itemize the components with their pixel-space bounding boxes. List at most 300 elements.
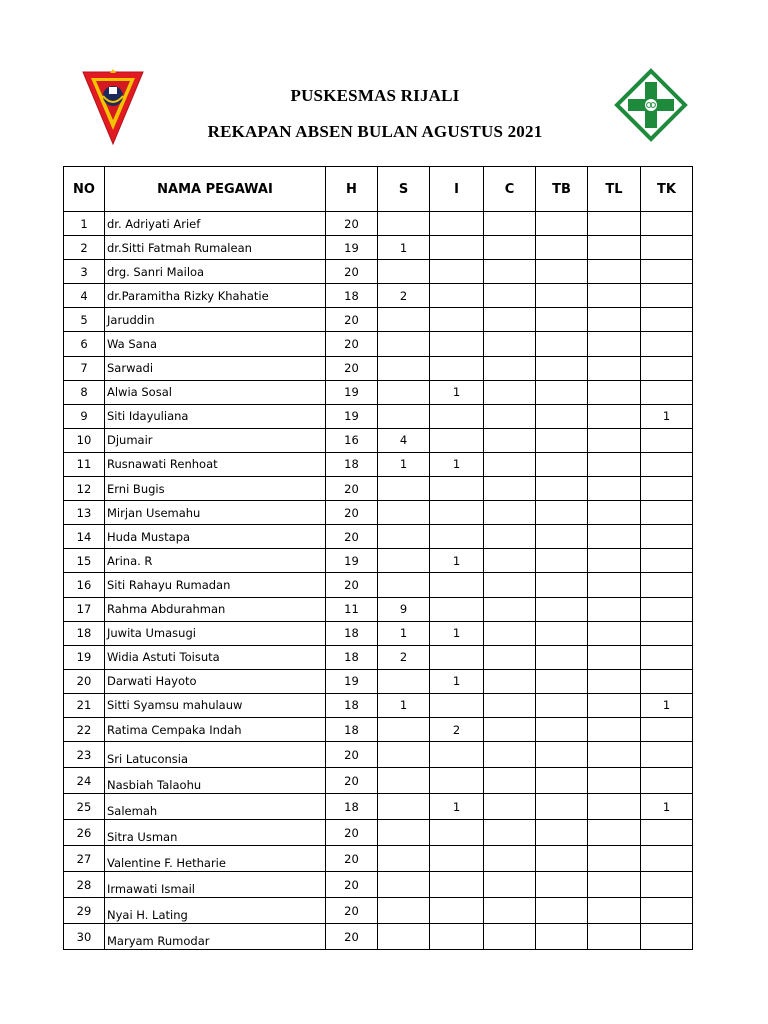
cell-no: 11 xyxy=(64,452,105,476)
cell-no: 8 xyxy=(64,380,105,404)
table-header-row xyxy=(64,167,693,212)
cell-h: 19 xyxy=(326,380,378,404)
cell-tl xyxy=(588,645,641,669)
cell-h: 16 xyxy=(326,428,378,452)
cell-nama: Maryam Rumodar xyxy=(105,924,326,950)
table-body xyxy=(64,212,693,950)
cell-no: 6 xyxy=(64,332,105,356)
cell-tl xyxy=(588,284,641,308)
cell-i: 1 xyxy=(430,452,484,476)
cell-i xyxy=(430,820,484,846)
cell-tl xyxy=(588,597,641,621)
table-row xyxy=(64,768,693,794)
table-row xyxy=(64,236,693,260)
col-header-c: C xyxy=(484,167,536,212)
cell-s xyxy=(378,356,430,380)
cell-h: 20 xyxy=(326,924,378,950)
cell-c xyxy=(484,768,536,794)
cell-tb xyxy=(536,477,588,501)
cell-tb xyxy=(536,846,588,872)
col-header-no: NO xyxy=(64,167,105,212)
cell-nama: Sitra Usman xyxy=(105,820,326,846)
cell-no: 16 xyxy=(64,573,105,597)
cell-tl xyxy=(588,742,641,768)
cell-h: 18 xyxy=(326,645,378,669)
cell-s xyxy=(378,260,430,284)
table-row xyxy=(64,597,693,621)
cell-tl xyxy=(588,452,641,476)
cell-c xyxy=(484,794,536,820)
cell-tk xyxy=(641,452,693,476)
cell-tb xyxy=(536,308,588,332)
cell-tl xyxy=(588,308,641,332)
table-row xyxy=(64,669,693,693)
cell-tb xyxy=(536,332,588,356)
cell-tl xyxy=(588,404,641,428)
cell-nama: Ratima Cempaka Indah xyxy=(105,717,326,741)
cell-h: 19 xyxy=(326,549,378,573)
cell-no: 9 xyxy=(64,404,105,428)
cell-i xyxy=(430,501,484,525)
cell-tl xyxy=(588,236,641,260)
cell-nama: Jaruddin xyxy=(105,308,326,332)
cell-nama: Arina. R xyxy=(105,549,326,573)
cell-tl xyxy=(588,898,641,924)
table-row xyxy=(64,284,693,308)
cell-s xyxy=(378,404,430,428)
col-header-tk: TK xyxy=(641,167,693,212)
cell-s: 1 xyxy=(378,693,430,717)
cell-tb xyxy=(536,898,588,924)
cell-tk xyxy=(641,428,693,452)
cell-s xyxy=(378,212,430,236)
cell-tk xyxy=(641,236,693,260)
cell-c xyxy=(484,236,536,260)
cell-no: 4 xyxy=(64,284,105,308)
cell-tl xyxy=(588,693,641,717)
cell-c xyxy=(484,284,536,308)
cell-i: 1 xyxy=(430,794,484,820)
cell-tb xyxy=(536,356,588,380)
cell-tk: 1 xyxy=(641,794,693,820)
cell-tb xyxy=(536,260,588,284)
cell-h: 18 xyxy=(326,717,378,741)
cell-nama: Juwita Umasugi xyxy=(105,621,326,645)
cell-h: 20 xyxy=(326,501,378,525)
cell-nama: Rusnawati Renhoat xyxy=(105,452,326,476)
cell-no: 10 xyxy=(64,428,105,452)
cell-c xyxy=(484,525,536,549)
cell-nama: drg. Sanri Mailoa xyxy=(105,260,326,284)
cell-tk xyxy=(641,549,693,573)
cell-nama: Huda Mustapa xyxy=(105,525,326,549)
cell-nama: dr. Adriyati Arief xyxy=(105,212,326,236)
cell-i xyxy=(430,898,484,924)
cell-tl xyxy=(588,717,641,741)
cell-tb xyxy=(536,693,588,717)
table-row xyxy=(64,212,693,236)
cell-no: 29 xyxy=(64,898,105,924)
attendance-table xyxy=(63,166,693,950)
cell-s xyxy=(378,308,430,332)
col-header-nama: NAMA PEGAWAI xyxy=(105,167,326,212)
table-row xyxy=(64,308,693,332)
table-row xyxy=(64,794,693,820)
cell-i xyxy=(430,768,484,794)
cell-s xyxy=(378,846,430,872)
cell-s xyxy=(378,501,430,525)
cell-i xyxy=(430,404,484,428)
puskesmas-icon xyxy=(614,68,688,142)
cell-tb xyxy=(536,872,588,898)
cell-c xyxy=(484,872,536,898)
cell-h: 20 xyxy=(326,356,378,380)
cell-tb xyxy=(536,380,588,404)
cell-nama: Widia Astuti Toisuta xyxy=(105,645,326,669)
col-header-tl: TL xyxy=(588,167,641,212)
cell-nama: Mirjan Usemahu xyxy=(105,501,326,525)
cell-s: 9 xyxy=(378,597,430,621)
cell-no: 21 xyxy=(64,693,105,717)
cell-h: 11 xyxy=(326,597,378,621)
cell-no: 19 xyxy=(64,645,105,669)
cell-tl xyxy=(588,846,641,872)
cell-nama: Salemah xyxy=(105,794,326,820)
table-row xyxy=(64,846,693,872)
cell-s: 1 xyxy=(378,236,430,260)
cell-tl xyxy=(588,380,641,404)
puskesmas-logo xyxy=(614,68,688,142)
table-row xyxy=(64,820,693,846)
cell-tk xyxy=(641,525,693,549)
cell-no: 28 xyxy=(64,872,105,898)
cell-i xyxy=(430,597,484,621)
regional-emblem-icon xyxy=(82,68,144,146)
table-row xyxy=(64,549,693,573)
cell-c xyxy=(484,924,536,950)
cell-s: 2 xyxy=(378,645,430,669)
cell-tk xyxy=(641,742,693,768)
cell-tl xyxy=(588,477,641,501)
cell-h: 20 xyxy=(326,846,378,872)
cell-c xyxy=(484,820,536,846)
cell-h: 20 xyxy=(326,332,378,356)
cell-i xyxy=(430,284,484,308)
cell-tb xyxy=(536,452,588,476)
table-row xyxy=(64,924,693,950)
regional-emblem-logo xyxy=(82,68,144,146)
table-row xyxy=(64,717,693,741)
cell-tk xyxy=(641,846,693,872)
cell-tb xyxy=(536,820,588,846)
cell-tl xyxy=(588,794,641,820)
cell-h: 20 xyxy=(326,212,378,236)
cell-i: 1 xyxy=(430,549,484,573)
cell-s xyxy=(378,794,430,820)
table-row xyxy=(64,260,693,284)
cell-s: 4 xyxy=(378,428,430,452)
cell-h: 20 xyxy=(326,768,378,794)
cell-i xyxy=(430,356,484,380)
cell-tb xyxy=(536,428,588,452)
cell-tl xyxy=(588,924,641,950)
table-row xyxy=(64,452,693,476)
cell-tk: 1 xyxy=(641,404,693,428)
cell-nama: Nyai H. Lating xyxy=(105,898,326,924)
cell-c xyxy=(484,356,536,380)
cell-tk xyxy=(641,872,693,898)
cell-s: 1 xyxy=(378,452,430,476)
cell-s xyxy=(378,380,430,404)
cell-s xyxy=(378,525,430,549)
cell-h: 19 xyxy=(326,404,378,428)
cell-tk xyxy=(641,898,693,924)
cell-i xyxy=(430,308,484,332)
table-row xyxy=(64,404,693,428)
cell-h: 20 xyxy=(326,308,378,332)
cell-nama: Wa Sana xyxy=(105,332,326,356)
cell-c xyxy=(484,597,536,621)
col-header-h: H xyxy=(326,167,378,212)
cell-no: 13 xyxy=(64,501,105,525)
cell-s xyxy=(378,477,430,501)
cell-s: 2 xyxy=(378,284,430,308)
cell-no: 3 xyxy=(64,260,105,284)
cell-tk xyxy=(641,597,693,621)
cell-i xyxy=(430,260,484,284)
cell-i: 1 xyxy=(430,621,484,645)
cell-no: 27 xyxy=(64,846,105,872)
table-row xyxy=(64,525,693,549)
cell-c xyxy=(484,404,536,428)
cell-no: 14 xyxy=(64,525,105,549)
cell-s: 1 xyxy=(378,621,430,645)
cell-c xyxy=(484,260,536,284)
cell-tb xyxy=(536,742,588,768)
cell-c xyxy=(484,380,536,404)
cell-tl xyxy=(588,621,641,645)
cell-h: 20 xyxy=(326,260,378,284)
cell-h: 20 xyxy=(326,477,378,501)
cell-h: 20 xyxy=(326,820,378,846)
cell-i xyxy=(430,212,484,236)
cell-tk xyxy=(641,501,693,525)
cell-tk: 1 xyxy=(641,693,693,717)
cell-h: 20 xyxy=(326,742,378,768)
table-row xyxy=(64,356,693,380)
cell-h: 19 xyxy=(326,669,378,693)
cell-tk xyxy=(641,768,693,794)
cell-c xyxy=(484,452,536,476)
cell-s xyxy=(378,768,430,794)
cell-c xyxy=(484,621,536,645)
cell-tl xyxy=(588,260,641,284)
cell-i: 1 xyxy=(430,669,484,693)
cell-tb xyxy=(536,525,588,549)
table-row xyxy=(64,332,693,356)
cell-tb xyxy=(536,768,588,794)
cell-tb xyxy=(536,236,588,260)
table-row xyxy=(64,742,693,768)
cell-nama: Siti Rahayu Rumadan xyxy=(105,573,326,597)
cell-nama: Djumair xyxy=(105,428,326,452)
cell-no: 1 xyxy=(64,212,105,236)
cell-c xyxy=(484,501,536,525)
col-header-tb: TB xyxy=(536,167,588,212)
cell-c xyxy=(484,742,536,768)
cell-nama: Sitti Syamsu mahulauw xyxy=(105,693,326,717)
cell-tk xyxy=(641,308,693,332)
cell-tk xyxy=(641,621,693,645)
cell-tl xyxy=(588,332,641,356)
cell-c xyxy=(484,669,536,693)
cell-c xyxy=(484,846,536,872)
cell-no: 5 xyxy=(64,308,105,332)
cell-tk xyxy=(641,645,693,669)
cell-tb xyxy=(536,404,588,428)
cell-c xyxy=(484,693,536,717)
cell-i xyxy=(430,924,484,950)
col-header-i: I xyxy=(430,167,484,212)
cell-s xyxy=(378,820,430,846)
table-row xyxy=(64,872,693,898)
cell-tl xyxy=(588,768,641,794)
cell-tb xyxy=(536,621,588,645)
cell-tl xyxy=(588,669,641,693)
cell-s xyxy=(378,717,430,741)
cell-i xyxy=(430,645,484,669)
cell-h: 18 xyxy=(326,693,378,717)
cell-tk xyxy=(641,212,693,236)
cell-nama: Valentine F. Hetharie xyxy=(105,846,326,872)
cell-tk xyxy=(641,820,693,846)
cell-tb xyxy=(536,212,588,236)
cell-c xyxy=(484,428,536,452)
cell-no: 26 xyxy=(64,820,105,846)
cell-tk xyxy=(641,332,693,356)
cell-tl xyxy=(588,428,641,452)
cell-no: 30 xyxy=(64,924,105,950)
cell-i xyxy=(430,428,484,452)
cell-h: 20 xyxy=(326,898,378,924)
cell-s xyxy=(378,898,430,924)
cell-i xyxy=(430,693,484,717)
cell-tb xyxy=(536,645,588,669)
cell-c xyxy=(484,573,536,597)
cell-h: 20 xyxy=(326,573,378,597)
report-title: REKAPAN ABSEN BULAN AGUSTUS 2021 xyxy=(207,122,543,141)
cell-tl xyxy=(588,212,641,236)
table-row xyxy=(64,645,693,669)
cell-no: 24 xyxy=(64,768,105,794)
cell-h: 18 xyxy=(326,621,378,645)
cell-s xyxy=(378,549,430,573)
cell-no: 7 xyxy=(64,356,105,380)
cell-i xyxy=(430,236,484,260)
cell-h: 18 xyxy=(326,794,378,820)
cell-tk xyxy=(641,380,693,404)
cell-s xyxy=(378,924,430,950)
cell-i xyxy=(430,573,484,597)
table-row xyxy=(64,898,693,924)
cell-no: 17 xyxy=(64,597,105,621)
cell-tb xyxy=(536,284,588,308)
cell-tl xyxy=(588,525,641,549)
cell-s xyxy=(378,872,430,898)
table-row xyxy=(64,477,693,501)
cell-tk xyxy=(641,356,693,380)
cell-c xyxy=(484,898,536,924)
cell-s xyxy=(378,573,430,597)
cell-tl xyxy=(588,573,641,597)
cell-i: 1 xyxy=(430,380,484,404)
organization-name: PUSKESMAS RIJALI xyxy=(290,86,460,105)
cell-nama: dr.Sitti Fatmah Rumalean xyxy=(105,236,326,260)
cell-tk xyxy=(641,924,693,950)
cell-no: 18 xyxy=(64,621,105,645)
cell-tk xyxy=(641,284,693,308)
cell-no: 22 xyxy=(64,717,105,741)
cell-tb xyxy=(536,549,588,573)
table-row xyxy=(64,380,693,404)
cell-tl xyxy=(588,356,641,380)
cell-tk xyxy=(641,573,693,597)
cell-nama: Nasbiah Talaohu xyxy=(105,768,326,794)
cell-nama: Erni Bugis xyxy=(105,477,326,501)
cell-no: 15 xyxy=(64,549,105,573)
cell-nama: Irmawati Ismail xyxy=(105,872,326,898)
cell-c xyxy=(484,717,536,741)
cell-nama: Darwati Hayoto xyxy=(105,669,326,693)
cell-c xyxy=(484,477,536,501)
table-row xyxy=(64,501,693,525)
cell-c xyxy=(484,212,536,236)
cell-i xyxy=(430,477,484,501)
cell-c xyxy=(484,332,536,356)
cell-nama: Sarwadi xyxy=(105,356,326,380)
cell-i xyxy=(430,846,484,872)
cell-s xyxy=(378,332,430,356)
cell-nama: Sri Latuconsia xyxy=(105,742,326,768)
table-row xyxy=(64,621,693,645)
cell-tb xyxy=(536,924,588,950)
table-row xyxy=(64,573,693,597)
cell-i xyxy=(430,872,484,898)
cell-c xyxy=(484,645,536,669)
cell-tk xyxy=(641,669,693,693)
cell-h: 20 xyxy=(326,525,378,549)
cell-i xyxy=(430,525,484,549)
cell-i xyxy=(430,332,484,356)
cell-tl xyxy=(588,501,641,525)
cell-nama: dr.Paramitha Rizky Khahatie xyxy=(105,284,326,308)
cell-tb xyxy=(536,669,588,693)
cell-c xyxy=(484,549,536,573)
cell-no: 2 xyxy=(64,236,105,260)
cell-c xyxy=(484,308,536,332)
cell-no: 20 xyxy=(64,669,105,693)
cell-nama: Rahma Abdurahman xyxy=(105,597,326,621)
cell-nama: Siti Idayuliana xyxy=(105,404,326,428)
cell-tl xyxy=(588,820,641,846)
cell-tb xyxy=(536,597,588,621)
cell-nama: Alwia Sosal xyxy=(105,380,326,404)
cell-no: 23 xyxy=(64,742,105,768)
cell-tb xyxy=(536,717,588,741)
cell-no: 25 xyxy=(64,794,105,820)
cell-tl xyxy=(588,872,641,898)
cell-h: 18 xyxy=(326,452,378,476)
